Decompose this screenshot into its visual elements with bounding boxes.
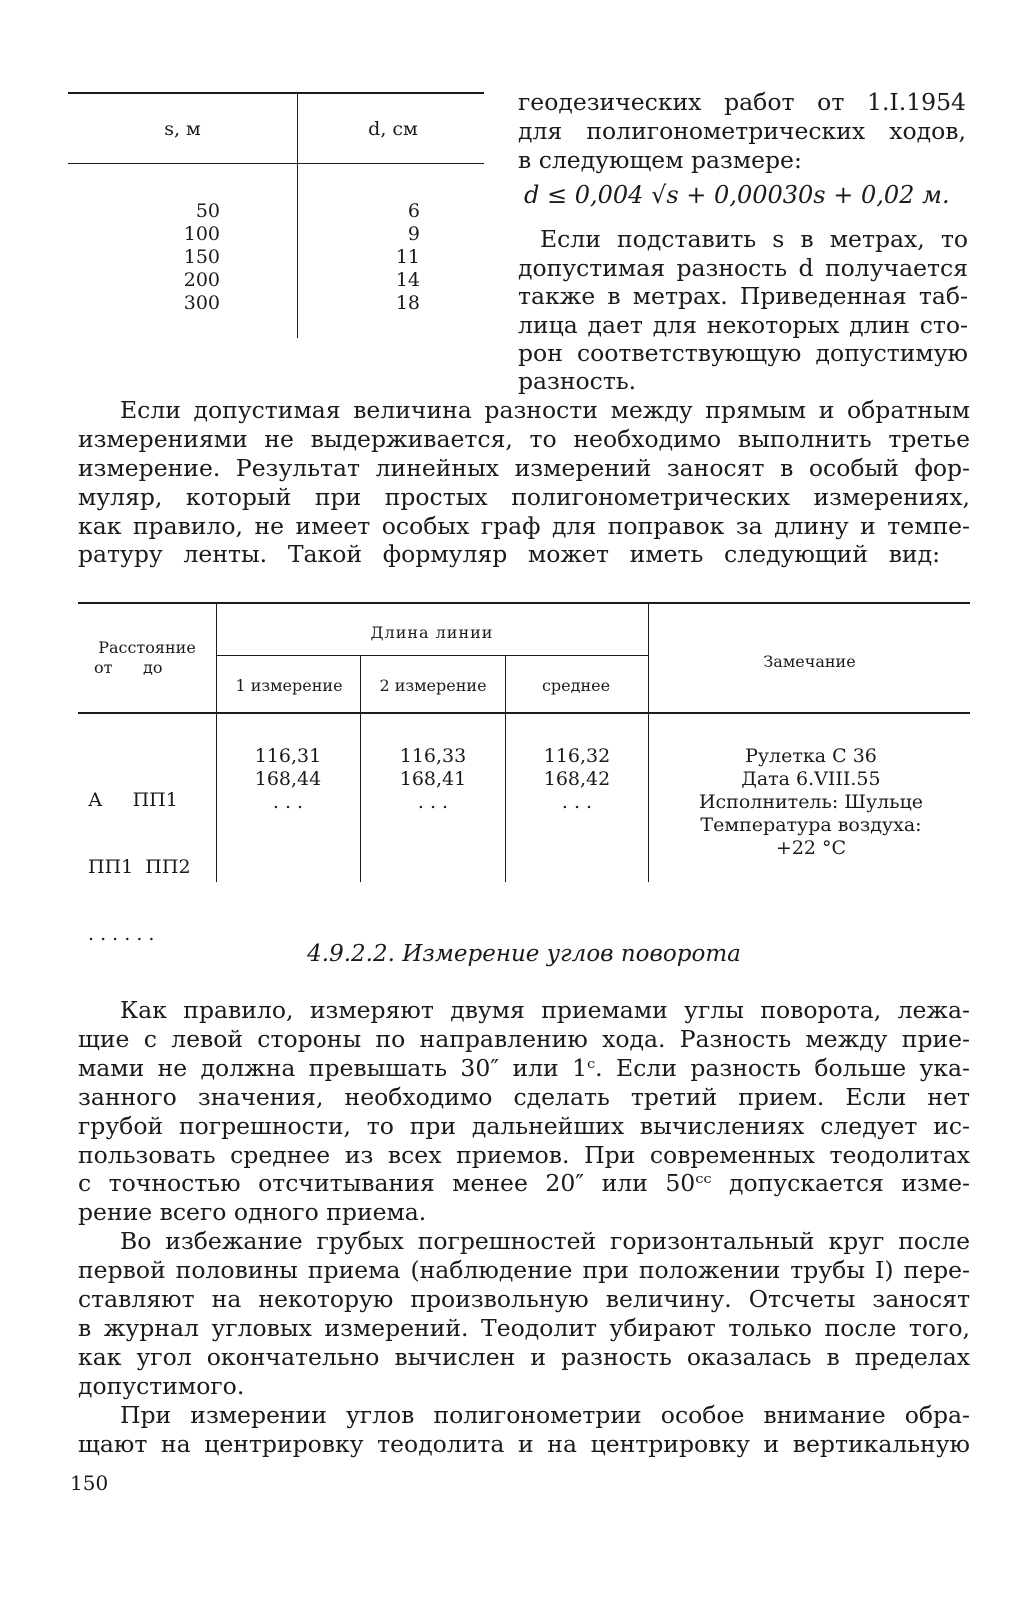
note-line: Рулетка С 36 [745,745,877,767]
text-line: ратуру ленты. Такой формуляр может иметь следующий вид: [78,540,940,568]
header-measurement-1: 1 измерение [235,676,343,695]
text-line: При измерении углов полигонометрии особое внимание обра- [120,1401,970,1429]
text-line: допустимого. [78,1372,245,1400]
table1-top-rule [68,92,484,94]
table-cell: . . . . . . [88,923,155,945]
text-line: рон соответствующую допустимую [518,339,968,367]
table-cell: . . . [417,791,449,813]
table-cell: 116,32 [543,745,611,767]
table-cell: 150 [183,246,220,268]
table1-header-s: s, м [164,118,201,140]
table2-top-rule [78,602,970,604]
text-line: для полигонометрических ходов, [518,117,966,145]
text-line: Если подставить s в метрах, то [540,225,968,253]
table-cell: 100 [183,223,220,245]
text-line: измерение. Результат линейных измерений заносят в особый фор- [78,454,970,482]
text-line: ставляют на некоторую произвольную величину. Отсчеты заносят [78,1285,970,1313]
text-line: лица дает для некоторых длин сто- [518,311,968,339]
text-line: щие с левой стороны по направлению хода. Разность между прие- [78,1025,970,1053]
text-line: Во избежание грубых погрешностей горизонтальный круг после [120,1227,970,1255]
text-line: Если допустимая величина разности между прямым и обратным [120,396,970,424]
text-line: первой половины приема (наблюдение при положении трубы I) пере- [78,1256,970,1284]
table2-subheader-rule [216,655,648,656]
table-cell: . . . [561,791,593,813]
text-line: муляр, который при простых полигонометрических измерениях, [78,483,970,511]
table-cell: 116,31 [254,745,322,767]
table-cell: 300 [183,292,220,314]
text-line: допустимая разность d получается [518,254,968,282]
page-number: 150 [70,1471,109,1495]
section-heading: 4.9.2.2. Измерение углов поворота [307,941,741,967]
table2-header-rule [78,712,970,714]
text-line: занного значения, необходимо сделать третий прием. Если нет [78,1083,970,1111]
header-line-length: Длина линии [370,623,494,642]
header-note: Замечание [763,652,856,671]
text-line: мами не должна превышать 30″ или 1ᶜ. Если разность больше ука- [78,1054,970,1082]
table-cell: 9 [407,223,420,245]
table1-d-column [360,200,420,315]
average-column [506,745,648,814]
header-measurement-2: 2 измерение [379,676,487,695]
table-cell: ПП1 ПП2 [88,856,191,878]
note-line: Дата 6.VIII.55 [741,768,881,790]
table1-header-rule [68,163,484,164]
text-line: пользовать среднее из всех приемов. При современных теодолитах [78,1141,970,1169]
text-line: грубой погрешности, то при дальнейших вычислениях следует ис- [78,1112,970,1140]
table-cell: 168,42 [543,768,611,790]
table-cell: 18 [395,292,420,314]
table-cell: 11 [395,246,420,268]
text-line: в следующем размере: [518,146,802,174]
table1-s-column [140,200,220,315]
text-line: как правило, не имеет особых граф для поправок за длину и темпе- [78,512,970,540]
table-cell: 116,33 [399,745,467,767]
table2-column-rule [216,604,217,882]
notes-column [652,745,970,860]
note-line: +22 °С [775,837,847,859]
table2-column-rule [648,604,649,882]
table-cell: 200 [183,269,220,291]
text-line: в журнал угловых измерений. Теодолит убирают только после того, [78,1314,970,1342]
note-line: Исполнитель: Шульце [698,791,924,813]
table1-header-d: d, см [368,118,418,140]
header-from-to: от до [94,658,163,677]
text-line: как угол окончательно вычислен и разность оказалась в пределах [78,1343,970,1371]
table-cell: 6 [407,200,420,222]
table-cell: 168,44 [254,768,322,790]
measurement-1-column [216,745,360,814]
text-line: Как правило, измеряют двумя приемами углы поворота, лежа- [120,996,970,1024]
table-cell: 50 [195,200,220,222]
table-cell: . . . [272,791,304,813]
table-cell: 14 [395,269,420,291]
text-line: рение всего одного приема. [78,1198,427,1226]
table-cell: А ПП1 [88,789,178,811]
text-line: измерениями не выдерживается, то необходимо выполнить третье [78,425,970,453]
header-distance: Расстояние [98,638,196,657]
text-line: геодезических работ от 1.I.1954 [518,88,966,116]
text-line: щают на центрировку теодолита и на центрировку и вертикальную [78,1430,970,1458]
note-line: Температура воздуха: [700,814,922,836]
table-cell: 168,41 [399,768,467,790]
header-average: среднее [541,676,611,695]
text-line: с точностью отсчитывания менее 20″ или 50ᶜᶜ допускается изме- [78,1169,970,1197]
tolerance-formula: d ≤ 0,004 √s + 0,00030s + 0,02 м. [524,181,950,209]
text-line: разность. [518,367,637,395]
measurement-2-column [361,745,505,814]
text-line: также в метрах. Приведенная таб- [518,282,968,310]
